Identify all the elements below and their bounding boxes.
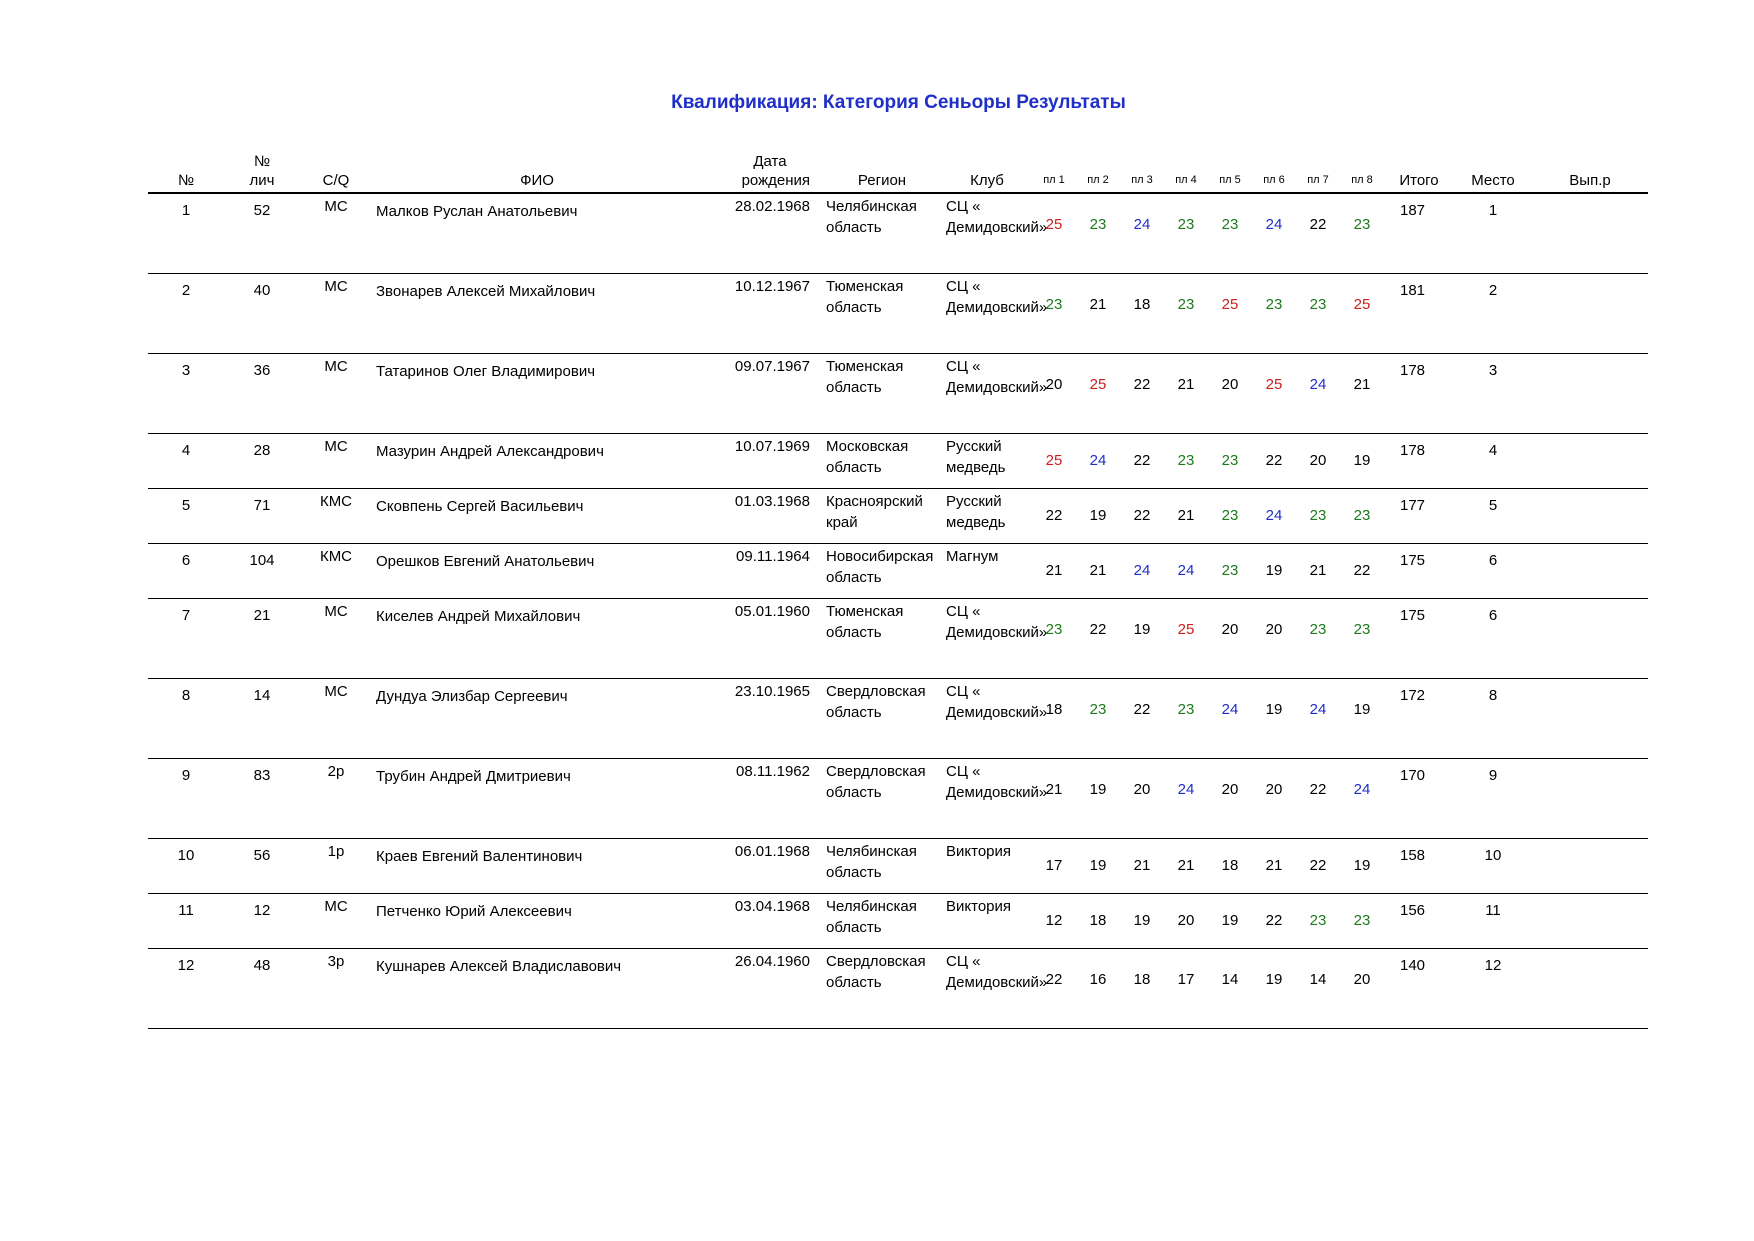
header-pl-4: пл 4 xyxy=(1164,148,1208,193)
participant-number: 9 xyxy=(148,758,224,838)
score-cell-pl-5: 18 xyxy=(1208,838,1252,893)
rank-achieved xyxy=(1532,543,1648,598)
score-cell-pl-4: 21 xyxy=(1164,488,1208,543)
score-cell-pl-5: 20 xyxy=(1208,598,1252,678)
region: Московская область xyxy=(822,433,942,488)
birth-date: 01.03.1968 xyxy=(702,488,822,543)
region: Тюменская область xyxy=(822,353,942,433)
region: Свердловская область xyxy=(822,678,942,758)
score-cell-pl-5: 20 xyxy=(1208,758,1252,838)
qualification: 3р xyxy=(300,948,372,1028)
birth-date: 08.11.1962 xyxy=(702,758,822,838)
club: Русский медведь xyxy=(942,488,1032,543)
score-cell-pl-2: 21 xyxy=(1076,543,1120,598)
score-cell-pl-2: 25 xyxy=(1076,353,1120,433)
table-row xyxy=(148,893,1648,948)
score-cell-pl-1: 23 xyxy=(1032,598,1076,678)
region: Челябинская область xyxy=(822,838,942,893)
score-cell-pl-1: 17 xyxy=(1032,838,1076,893)
birth-date: 03.04.1968 xyxy=(702,893,822,948)
header-dob-bottom: рождения xyxy=(741,172,810,189)
club: СЦ « Демидовский» xyxy=(942,273,1032,353)
table-row xyxy=(148,193,1648,273)
results-table xyxy=(148,148,1648,1029)
score-cell-pl-6: 22 xyxy=(1252,893,1296,948)
score-cell-pl-8: 23 xyxy=(1340,193,1384,273)
score-cell-pl-6: 24 xyxy=(1252,193,1296,273)
birth-date: 10.07.1969 xyxy=(702,433,822,488)
full-name: Дундуа Элизбар Сергеевич xyxy=(372,678,702,758)
birth-date: 23.10.1965 xyxy=(702,678,822,758)
participant-number: 1 xyxy=(148,193,224,273)
region: Челябинская область xyxy=(822,193,942,273)
final-place: 6 xyxy=(1454,543,1532,598)
score-cell-pl-3: 22 xyxy=(1120,353,1164,433)
personal-number: 52 xyxy=(224,193,300,273)
rank-achieved xyxy=(1532,948,1648,1028)
club: СЦ « Демидовский» xyxy=(942,353,1032,433)
club: СЦ « Демидовский» xyxy=(942,193,1032,273)
full-name: Краев Евгений Валентинович xyxy=(372,838,702,893)
score-cell-pl-7: 23 xyxy=(1296,488,1340,543)
personal-number: 40 xyxy=(224,273,300,353)
participant-number: 11 xyxy=(148,893,224,948)
region: Свердловская область xyxy=(822,758,942,838)
score-cell-pl-1: 23 xyxy=(1032,273,1076,353)
region: Тюменская область xyxy=(822,273,942,353)
personal-number: 56 xyxy=(224,838,300,893)
table-row xyxy=(148,678,1648,758)
qualification: МС xyxy=(300,598,372,678)
full-name: Татаринов Олег Владимирович xyxy=(372,353,702,433)
header-fio: ФИО xyxy=(372,148,702,193)
score-cell-pl-3: 18 xyxy=(1120,948,1164,1028)
total-score: 170 xyxy=(1384,758,1454,838)
score-cell-pl-1: 18 xyxy=(1032,678,1076,758)
score-cell-pl-8: 23 xyxy=(1340,893,1384,948)
total-score: 156 xyxy=(1384,893,1454,948)
birth-date: 10.12.1967 xyxy=(702,273,822,353)
header-lich xyxy=(224,148,300,193)
table-row xyxy=(148,488,1648,543)
table-row xyxy=(148,273,1648,353)
score-cell-pl-8: 20 xyxy=(1340,948,1384,1028)
final-place: 4 xyxy=(1454,433,1532,488)
score-cell-pl-2: 18 xyxy=(1076,893,1120,948)
total-score: 178 xyxy=(1384,433,1454,488)
score-cell-pl-4: 24 xyxy=(1164,543,1208,598)
qualification: МС xyxy=(300,353,372,433)
birth-date: 28.02.1968 xyxy=(702,193,822,273)
header-total: Итого xyxy=(1384,148,1454,193)
birth-date: 05.01.1960 xyxy=(702,598,822,678)
birth-date: 09.07.1967 xyxy=(702,353,822,433)
region: Свердловская область xyxy=(822,948,942,1028)
participant-number: 6 xyxy=(148,543,224,598)
full-name: Трубин Андрей Дмитриевич xyxy=(372,758,702,838)
score-cell-pl-3: 21 xyxy=(1120,838,1164,893)
score-cell-pl-5: 23 xyxy=(1208,488,1252,543)
participant-number: 12 xyxy=(148,948,224,1028)
score-cell-pl-3: 20 xyxy=(1120,758,1164,838)
total-score: 178 xyxy=(1384,353,1454,433)
score-cell-pl-5: 23 xyxy=(1208,543,1252,598)
score-cell-pl-8: 22 xyxy=(1340,543,1384,598)
score-cell-pl-6: 25 xyxy=(1252,353,1296,433)
score-cell-pl-3: 18 xyxy=(1120,273,1164,353)
qualification: МС xyxy=(300,273,372,353)
full-name: Петченко Юрий Алексеевич xyxy=(372,893,702,948)
score-cell-pl-5: 23 xyxy=(1208,193,1252,273)
total-score: 177 xyxy=(1384,488,1454,543)
club: СЦ « Демидовский» xyxy=(942,948,1032,1028)
total-score: 187 xyxy=(1384,193,1454,273)
score-cell-pl-5: 24 xyxy=(1208,678,1252,758)
participant-number: 8 xyxy=(148,678,224,758)
birth-date: 06.01.1968 xyxy=(702,838,822,893)
score-cell-pl-7: 14 xyxy=(1296,948,1340,1028)
table-row xyxy=(148,758,1648,838)
score-cell-pl-2: 21 xyxy=(1076,273,1120,353)
header-pl-5: пл 5 xyxy=(1208,148,1252,193)
region: Красноярский край xyxy=(822,488,942,543)
final-place: 12 xyxy=(1454,948,1532,1028)
score-cell-pl-7: 21 xyxy=(1296,543,1340,598)
personal-number: 21 xyxy=(224,598,300,678)
table-row xyxy=(148,948,1648,1028)
total-score: 140 xyxy=(1384,948,1454,1028)
score-cell-pl-6: 20 xyxy=(1252,598,1296,678)
score-cell-pl-6: 20 xyxy=(1252,758,1296,838)
score-cell-pl-8: 19 xyxy=(1340,433,1384,488)
header-pl-2: пл 2 xyxy=(1076,148,1120,193)
final-place: 5 xyxy=(1454,488,1532,543)
score-cell-pl-7: 22 xyxy=(1296,758,1340,838)
qualification: МС xyxy=(300,893,372,948)
header-pl-6: пл 6 xyxy=(1252,148,1296,193)
club: СЦ « Демидовский» xyxy=(942,598,1032,678)
score-cell-pl-3: 24 xyxy=(1120,543,1164,598)
full-name: Мазурин Андрей Александрович xyxy=(372,433,702,488)
score-cell-pl-4: 17 xyxy=(1164,948,1208,1028)
score-cell-pl-5: 20 xyxy=(1208,353,1252,433)
rank-achieved xyxy=(1532,273,1648,353)
personal-number: 36 xyxy=(224,353,300,433)
score-cell-pl-7: 22 xyxy=(1296,193,1340,273)
header-place: Место xyxy=(1454,148,1532,193)
final-place: 9 xyxy=(1454,758,1532,838)
score-cell-pl-1: 21 xyxy=(1032,543,1076,598)
qualification: 1р xyxy=(300,838,372,893)
score-cell-pl-4: 21 xyxy=(1164,353,1208,433)
score-cell-pl-6: 23 xyxy=(1252,273,1296,353)
rank-achieved xyxy=(1532,893,1648,948)
score-cell-pl-6: 24 xyxy=(1252,488,1296,543)
header-region: Регион xyxy=(822,148,942,193)
qualification: МС xyxy=(300,433,372,488)
header-num: № xyxy=(148,148,224,193)
score-cell-pl-4: 25 xyxy=(1164,598,1208,678)
score-cell-pl-7: 20 xyxy=(1296,433,1340,488)
score-cell-pl-8: 23 xyxy=(1340,598,1384,678)
score-cell-pl-5: 14 xyxy=(1208,948,1252,1028)
final-place: 11 xyxy=(1454,893,1532,948)
score-cell-pl-7: 23 xyxy=(1296,273,1340,353)
total-score: 181 xyxy=(1384,273,1454,353)
club: Русский медведь xyxy=(942,433,1032,488)
header-dob xyxy=(702,148,822,193)
table-row xyxy=(148,433,1648,488)
header-vyp: Вып.р xyxy=(1532,148,1648,193)
total-score: 175 xyxy=(1384,543,1454,598)
full-name: Орешков Евгений Анатольевич xyxy=(372,543,702,598)
header-pl-8: пл 8 xyxy=(1340,148,1384,193)
club: СЦ « Демидовский» xyxy=(942,678,1032,758)
header-pl-1: пл 1 xyxy=(1032,148,1076,193)
header-dob-top: Дата xyxy=(753,153,787,170)
score-cell-pl-3: 24 xyxy=(1120,193,1164,273)
personal-number: 28 xyxy=(224,433,300,488)
region: Тюменская область xyxy=(822,598,942,678)
birth-date: 09.11.1964 xyxy=(702,543,822,598)
score-cell-pl-1: 25 xyxy=(1032,433,1076,488)
score-cell-pl-6: 21 xyxy=(1252,838,1296,893)
score-cell-pl-2: 24 xyxy=(1076,433,1120,488)
total-score: 175 xyxy=(1384,598,1454,678)
score-cell-pl-2: 19 xyxy=(1076,488,1120,543)
score-cell-pl-1: 12 xyxy=(1032,893,1076,948)
personal-number: 48 xyxy=(224,948,300,1028)
final-place: 6 xyxy=(1454,598,1532,678)
score-cell-pl-7: 23 xyxy=(1296,893,1340,948)
total-score: 172 xyxy=(1384,678,1454,758)
score-cell-pl-1: 22 xyxy=(1032,488,1076,543)
table-row xyxy=(148,838,1648,893)
score-cell-pl-5: 19 xyxy=(1208,893,1252,948)
rank-achieved xyxy=(1532,353,1648,433)
rank-achieved xyxy=(1532,598,1648,678)
full-name: Сковпень Сергей Васильевич xyxy=(372,488,702,543)
score-cell-pl-3: 22 xyxy=(1120,678,1164,758)
score-cell-pl-8: 21 xyxy=(1340,353,1384,433)
club: СЦ « Демидовский» xyxy=(942,758,1032,838)
qualification: 2р xyxy=(300,758,372,838)
table-row xyxy=(148,598,1648,678)
rank-achieved xyxy=(1532,838,1648,893)
header-cq: С/Q xyxy=(300,148,372,193)
score-cell-pl-6: 19 xyxy=(1252,948,1296,1028)
score-cell-pl-2: 22 xyxy=(1076,598,1120,678)
score-cell-pl-7: 24 xyxy=(1296,678,1340,758)
score-cell-pl-5: 25 xyxy=(1208,273,1252,353)
table-row xyxy=(148,353,1648,433)
score-cell-pl-2: 19 xyxy=(1076,838,1120,893)
participant-number: 4 xyxy=(148,433,224,488)
table-row xyxy=(148,543,1648,598)
score-cell-pl-8: 24 xyxy=(1340,758,1384,838)
score-cell-pl-4: 23 xyxy=(1164,193,1208,273)
score-cell-pl-8: 25 xyxy=(1340,273,1384,353)
score-cell-pl-8: 19 xyxy=(1340,678,1384,758)
score-cell-pl-2: 16 xyxy=(1076,948,1120,1028)
personal-number: 83 xyxy=(224,758,300,838)
qualification: КМС xyxy=(300,543,372,598)
header-pl-7: пл 7 xyxy=(1296,148,1340,193)
participant-number: 5 xyxy=(148,488,224,543)
score-cell-pl-5: 23 xyxy=(1208,433,1252,488)
qualification: КМС xyxy=(300,488,372,543)
score-cell-pl-2: 23 xyxy=(1076,193,1120,273)
region: Челябинская область xyxy=(822,893,942,948)
club: Магнум xyxy=(942,543,1032,598)
score-cell-pl-4: 23 xyxy=(1164,433,1208,488)
personal-number: 71 xyxy=(224,488,300,543)
header-lich-bottom: лич xyxy=(249,172,275,189)
participant-number: 10 xyxy=(148,838,224,893)
score-cell-pl-1: 21 xyxy=(1032,758,1076,838)
full-name: Киселев Андрей Михайлович xyxy=(372,598,702,678)
personal-number: 104 xyxy=(224,543,300,598)
score-cell-pl-6: 22 xyxy=(1252,433,1296,488)
full-name: Звонарев Алексей Михайлович xyxy=(372,273,702,353)
score-cell-pl-3: 19 xyxy=(1120,598,1164,678)
full-name: Малков Руслан Анатольевич xyxy=(372,193,702,273)
score-cell-pl-3: 19 xyxy=(1120,893,1164,948)
rank-achieved xyxy=(1532,758,1648,838)
personal-number: 12 xyxy=(224,893,300,948)
table-header-row xyxy=(148,148,1648,193)
rank-achieved xyxy=(1532,193,1648,273)
rank-achieved xyxy=(1532,678,1648,758)
club: Виктория xyxy=(942,838,1032,893)
final-place: 1 xyxy=(1454,193,1532,273)
score-cell-pl-4: 23 xyxy=(1164,678,1208,758)
score-cell-pl-3: 22 xyxy=(1120,433,1164,488)
score-cell-pl-4: 21 xyxy=(1164,838,1208,893)
qualification: МС xyxy=(300,193,372,273)
score-cell-pl-7: 23 xyxy=(1296,598,1340,678)
final-place: 3 xyxy=(1454,353,1532,433)
score-cell-pl-2: 23 xyxy=(1076,678,1120,758)
personal-number: 14 xyxy=(224,678,300,758)
score-cell-pl-4: 23 xyxy=(1164,273,1208,353)
final-place: 2 xyxy=(1454,273,1532,353)
qualification: МС xyxy=(300,678,372,758)
score-cell-pl-6: 19 xyxy=(1252,543,1296,598)
score-cell-pl-4: 20 xyxy=(1164,893,1208,948)
final-place: 10 xyxy=(1454,838,1532,893)
rank-achieved xyxy=(1532,433,1648,488)
region: Новосибирская область xyxy=(822,543,942,598)
score-cell-pl-8: 19 xyxy=(1340,838,1384,893)
page-title: Квалификация: Категория Сеньоры Результаты xyxy=(671,92,1126,113)
club: Виктория xyxy=(942,893,1032,948)
score-cell-pl-1: 22 xyxy=(1032,948,1076,1028)
score-cell-pl-7: 22 xyxy=(1296,838,1340,893)
score-cell-pl-4: 24 xyxy=(1164,758,1208,838)
rank-achieved xyxy=(1532,488,1648,543)
birth-date: 26.04.1960 xyxy=(702,948,822,1028)
score-cell-pl-3: 22 xyxy=(1120,488,1164,543)
table-body xyxy=(148,193,1648,1028)
header-lich-top: № xyxy=(253,153,271,170)
score-cell-pl-6: 19 xyxy=(1252,678,1296,758)
score-cell-pl-8: 23 xyxy=(1340,488,1384,543)
final-place: 8 xyxy=(1454,678,1532,758)
score-cell-pl-7: 24 xyxy=(1296,353,1340,433)
header-pl-3: пл 3 xyxy=(1120,148,1164,193)
participant-number: 2 xyxy=(148,273,224,353)
score-cell-pl-1: 20 xyxy=(1032,353,1076,433)
score-cell-pl-2: 19 xyxy=(1076,758,1120,838)
full-name: Кушнарев Алексей Владиславович xyxy=(372,948,702,1028)
participant-number: 7 xyxy=(148,598,224,678)
total-score: 158 xyxy=(1384,838,1454,893)
score-cell-pl-1: 25 xyxy=(1032,193,1076,273)
participant-number: 3 xyxy=(148,353,224,433)
header-club: Клуб xyxy=(942,148,1032,193)
